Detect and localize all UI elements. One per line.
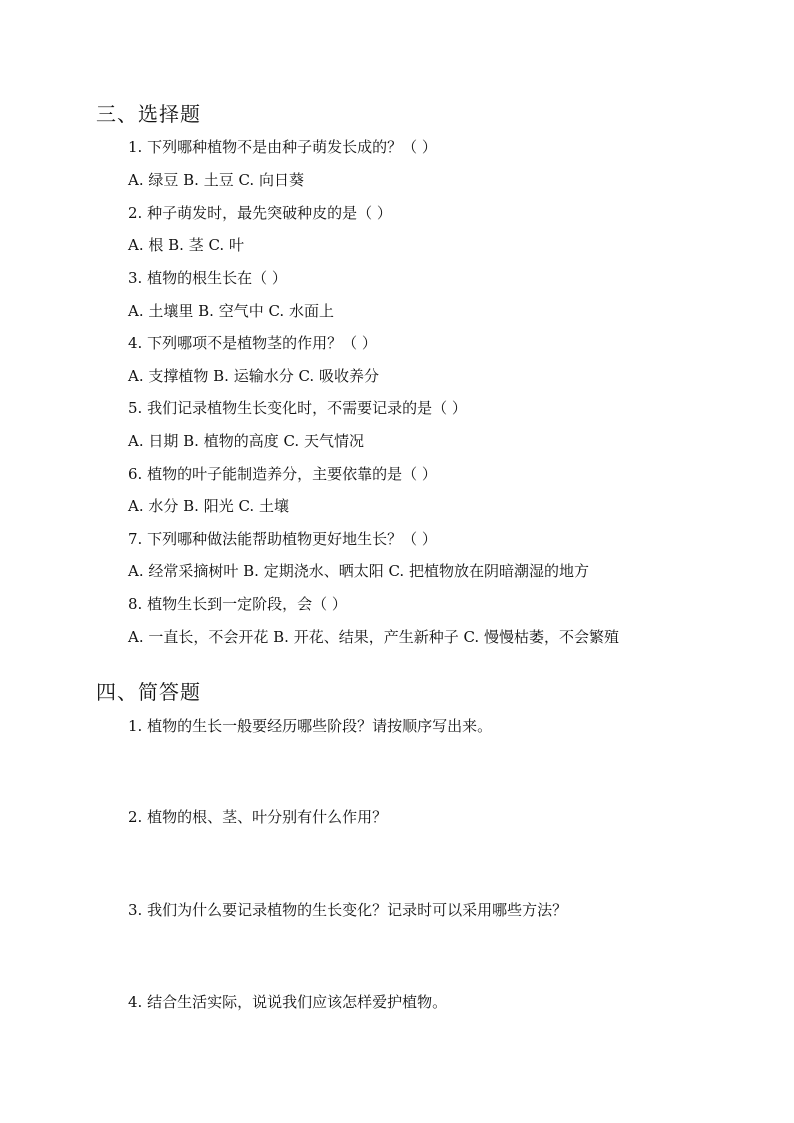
question-1-stem: 1. 下列哪种植物不是由种子萌发长成的？（ ） (128, 138, 437, 156)
section-title-choice: 三、选择题 (96, 102, 201, 126)
question-2-stem: 2. 种子萌发时，最先突破种皮的是（ ） (128, 204, 392, 222)
section-title-short-answer: 四、简答题 (96, 680, 201, 704)
short-answer-question-3: 3. 我们为什么要记录植物的生长变化？记录时可以采用哪些方法？ (128, 901, 568, 919)
question-7-stem: 7. 下列哪种做法能帮助植物更好地生长？（ ） (128, 530, 437, 548)
question-4-options: A. 支撑植物 B. 运输水分 C. 吸收养分 (128, 367, 379, 385)
question-3-stem: 3. 植物的根生长在（ ） (128, 269, 287, 287)
question-2-options: A. 根 B. 茎 C. 叶 (128, 236, 244, 254)
question-1-options: A. 绿豆 B. 土豆 C. 向日葵 (128, 171, 304, 189)
question-5-options: A. 日期 B. 植物的高度 C. 天气情况 (128, 432, 364, 450)
short-answer-question-4: 4. 结合生活实际，说说我们应该怎样爱护植物。 (128, 993, 448, 1011)
question-6-stem: 6. 植物的叶子能制造养分，主要依靠的是（ ） (128, 465, 437, 483)
short-answer-question-2: 2. 植物的根、茎、叶分别有什么作用？ (128, 808, 388, 826)
question-3-options: A. 土壤里 B. 空气中 C. 水面上 (128, 302, 334, 320)
question-8-stem: 8. 植物生长到一定阶段，会（ ） (128, 595, 347, 613)
question-7-options: A. 经常采摘树叶 B. 定期浇水、晒太阳 C. 把植物放在阴暗潮湿的地方 (128, 562, 589, 580)
short-answer-question-1: 1. 植物的生长一般要经历哪些阶段？请按顺序写出来。 (128, 717, 493, 735)
question-8-options: A. 一直长，不会开花 B. 开花、结果，产生新种子 C. 慢慢枯萎，不会繁殖 (128, 628, 619, 646)
question-6-options: A. 水分 B. 阳光 C. 土壤 (128, 497, 289, 515)
question-5-stem: 5. 我们记录植物生长变化时，不需要记录的是（ ） (128, 399, 467, 417)
question-4-stem: 4. 下列哪项不是植物茎的作用？（ ） (128, 334, 377, 352)
